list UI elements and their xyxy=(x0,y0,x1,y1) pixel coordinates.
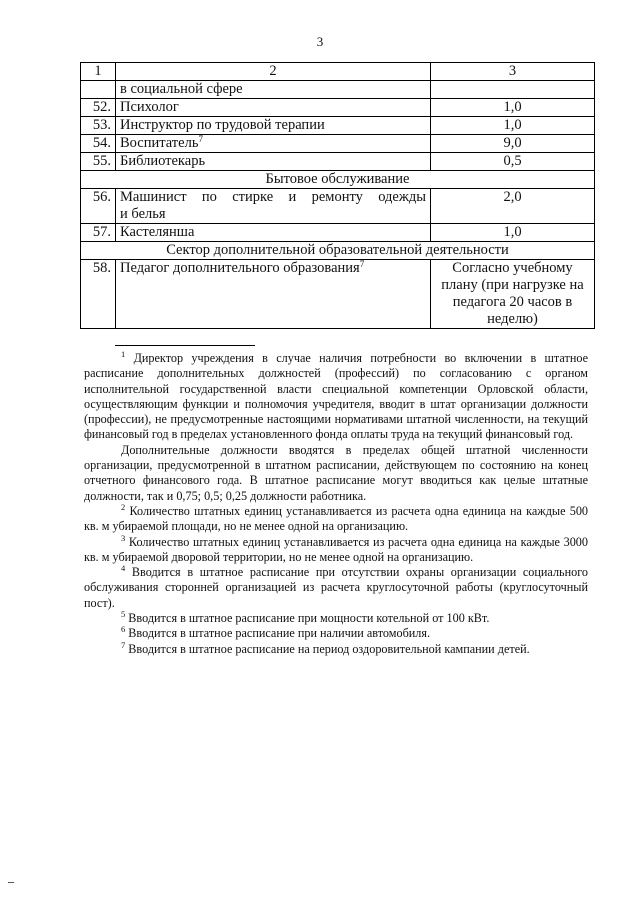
footnote-ref: 7 xyxy=(359,259,365,269)
footnote-ref: 7 xyxy=(198,134,203,144)
footnote-7: $^7$ Вводится в штатное расписание на период оздоровительной кампании детей. xyxy=(121,639,530,656)
row-number: 52. xyxy=(81,99,116,117)
row-number: 55. xyxy=(81,153,116,171)
position-name: Кастелянша xyxy=(116,224,431,242)
footnotes xyxy=(84,351,588,657)
position-name: Библиотекарь xyxy=(116,153,431,171)
position-name-cell xyxy=(116,135,431,153)
position-name-line-1: Машинист по стирке и ремонту одежды xyxy=(120,189,426,205)
header-col-2: 2 xyxy=(116,63,431,81)
table-row xyxy=(81,260,595,329)
position-name: Воспитатель xyxy=(120,135,199,151)
staff-count: 1,0 xyxy=(431,99,595,117)
footnote-mark: 6 xyxy=(121,624,126,635)
footnote-4: $^4$ Вводится в штатное расписание при отсутствии охраны организации социального обслуживания сторонней организацией из расчета круглосуточной работы (круглосуточный пост). xyxy=(84,563,588,610)
staff-count: 1,0 xyxy=(431,224,595,242)
section-title-additional: Сектор дополнительной образовательной деятельности xyxy=(81,242,595,260)
row-number: 54. xyxy=(81,135,116,153)
row-number: 58. xyxy=(81,260,116,329)
header-col-1: 1 xyxy=(81,63,116,81)
footnote-mark: 7 xyxy=(121,639,126,650)
row-number: 57. xyxy=(81,224,116,242)
footnote-mark: 4 xyxy=(121,563,126,574)
row-number: 53. xyxy=(81,117,116,135)
page-number: 3 xyxy=(316,34,324,49)
section-title-household: Бытовое обслуживание xyxy=(81,171,595,189)
footnote-3: $^3$ Количество штатных единиц устанавливается из расчета одна единица на каждые 3000 кв. м убираемой дворовой территории, но не менее одной на организацию. xyxy=(84,532,588,564)
table-row xyxy=(81,153,595,171)
footnote-mark: 1 xyxy=(121,349,126,359)
table-row xyxy=(81,81,595,99)
staffing-table xyxy=(80,62,595,329)
footnote-mark: 5 xyxy=(121,609,126,620)
table-row xyxy=(81,135,595,153)
section-row xyxy=(81,242,595,260)
section-row xyxy=(81,171,595,189)
table-row xyxy=(81,224,595,242)
position-name: Педагог дополнительного образования xyxy=(120,260,360,276)
footnote-6: $^6$ Вводится в штатное расписание при наличии автомобиля. xyxy=(121,624,431,641)
margin-mark xyxy=(8,882,14,883)
footnote-5: $^5$ Вводится в штатное расписание при мощности котельной от 100 кВт. xyxy=(121,609,490,626)
table-row xyxy=(81,99,595,117)
footnote-1: $^1$ Директор учреждения в случае наличия потребности во включении в штатное расписание дополнительных должностей (профессий) по согласованию с органом исполнительной государственной власти специальной компетенции Орловской области, осуществляющим функции и полномочия учредителя, вводит в штат организации должности (профессии), не предусмотренные настоящими нормативами штатной численности, на текущий финансовый год в пределах установленного фонда оплаты труда на текущий финансовый год. xyxy=(84,349,588,442)
position-name: Психолог xyxy=(116,99,431,117)
footnote-separator xyxy=(115,345,255,346)
footnote-2: $^2$ Количество штатных единиц устанавливается из расчета одна единица на каждые 500 кв. м убираемой площади, но не менее одной на организацию. xyxy=(84,501,589,534)
table-row xyxy=(81,117,595,135)
staff-count: 0,5 xyxy=(431,153,595,171)
footnote-1-continued: Дополнительные должности вводятся в пределах общей штатной численности организации, предусмотренной в штатном расписании, действующем по состоянию на конец отчетного финансового года. В штатное расписание могут вводиться как целые штатные должности, так и 0,75; 0,5; 0,25 должности работника. xyxy=(84,442,588,503)
position-name: Инструктор по трудовой терапии xyxy=(116,117,431,135)
position-name-line-2: и белья xyxy=(120,206,166,222)
staff-count: 2,0 xyxy=(431,189,595,224)
footnote-mark: 3 xyxy=(121,532,126,543)
staff-count: 1,0 xyxy=(431,117,595,135)
row-number: 56. xyxy=(81,189,116,224)
table-header-row xyxy=(81,63,595,81)
footnote-mark: 2 xyxy=(121,501,126,512)
staff-count-note: Согласно учебному плану (при нагрузке на педагога 20 часов в неделю) xyxy=(431,260,595,329)
staff-count: 9,0 xyxy=(431,135,595,153)
position-name-cell xyxy=(116,189,431,224)
table-row xyxy=(81,189,595,224)
header-col-3: 3 xyxy=(431,63,595,81)
position-name-cell xyxy=(116,260,431,329)
continued-text: в социальной сфере xyxy=(116,81,431,99)
